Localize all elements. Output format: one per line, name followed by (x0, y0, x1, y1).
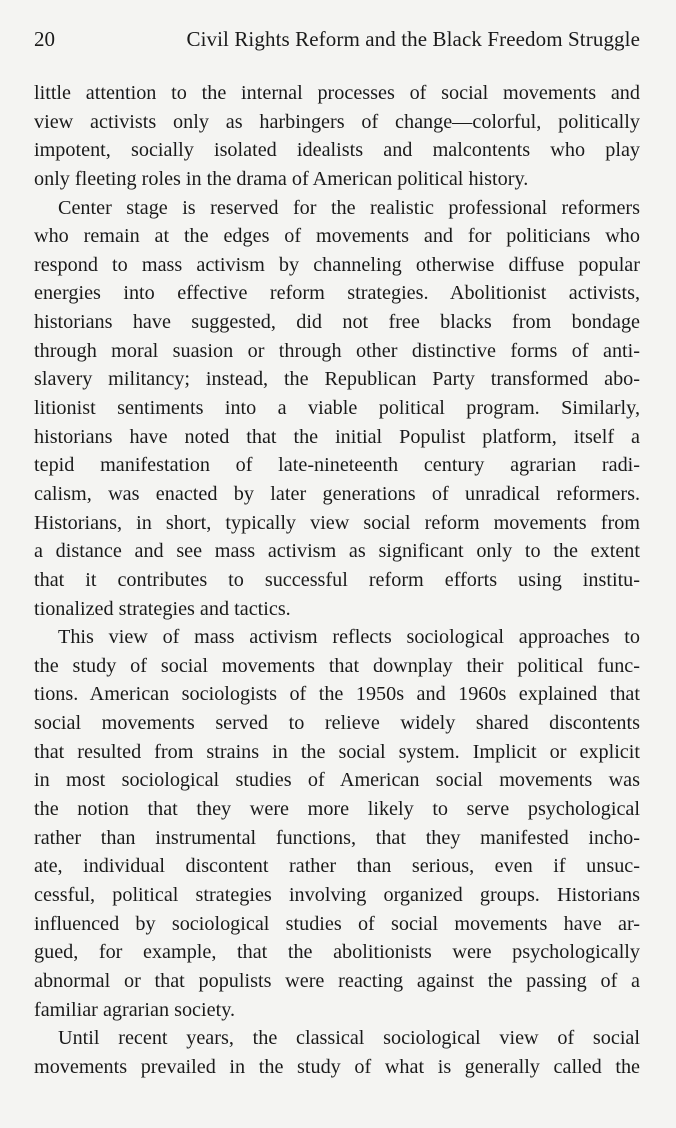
text-line: impotent, socially isolated idealists and malcontents who play (34, 139, 640, 162)
text-line: respond to mass activism by channeling otherwise diffuse popular (34, 253, 640, 276)
text-line: slavery militancy; instead, the Republican Party transformed abo- (34, 368, 640, 391)
text-line: litionist sentiments into a viable political program. Similarly, (34, 397, 640, 420)
text-line: that it contributes to successful reform efforts using institu- (34, 568, 640, 591)
paragraph (34, 1024, 640, 1081)
text-line: Until recent years, the classical sociological view of social (58, 1027, 640, 1050)
text-line: who remain at the edges of movements and for politicians who (34, 225, 640, 248)
text-line: that resulted from strains in the social system. Implicit or explicit (34, 740, 640, 763)
text-line: little attention to the internal processes of social movements and (34, 82, 640, 104)
text-line: rather than instrumental functions, that they manifested incho- (34, 826, 640, 849)
paragraph (34, 623, 640, 1024)
text-line: Historians, in short, typically view social reform movements from (34, 511, 640, 534)
text-line: in most sociological studies of American social movements was (34, 769, 640, 792)
text-line: cessful, political strategies involving organized groups. Historians (34, 883, 640, 906)
text-line: historians have noted that the initial Populist platform, itself a (34, 425, 640, 448)
running-head (34, 24, 640, 54)
page-number: 20 (34, 27, 55, 51)
body-text (34, 79, 640, 1081)
text-line: calism, was enacted by later generations of unradical reformers. (34, 482, 640, 505)
text-line: tepid manifestation of late-nineteenth century agrarian radi- (34, 454, 640, 477)
text-line: view activists only as harbingers of change—colorful, politically (34, 110, 640, 133)
text-line: ate, individual discontent rather than serious, even if unsuc- (34, 855, 640, 878)
text-line: Center stage is reserved for the realistic professional reformers (58, 196, 640, 219)
text-line: familiar agrarian society. (34, 998, 236, 1021)
text-line: through moral suasion or through other distinctive forms of anti- (34, 339, 640, 362)
text-line: tions. American sociologists of the 1950s and 1960s explained that (34, 683, 640, 706)
text-line: historians have suggested, did not free blacks from bondage (34, 311, 640, 334)
text-line: social movements served to relieve widely shared discontents (34, 712, 640, 735)
paragraph (34, 79, 640, 194)
text-line: gued, for example, that the abolitionists were psychologically (34, 941, 640, 964)
text-line: energies into effective reform strategies. Abolitionist activists, (34, 282, 640, 305)
text-line: only fleeting roles in the drama of American political history. (34, 167, 529, 190)
text-line: the notion that they were more likely to serve psychological (34, 798, 640, 821)
text-line: tionalized strategies and tactics. (34, 597, 291, 620)
text-line: abnormal or that populists were reacting against the passing of a (34, 969, 640, 992)
paragraph (34, 194, 640, 624)
text-line: movements prevailed in the study of what is generally called the (34, 1055, 640, 1078)
text-line: a distance and see mass activism as significant only to the extent (34, 540, 640, 563)
running-title: Civil Rights Reform and the Black Freedom Struggle (186, 27, 640, 51)
text-line: This view of mass activism reflects sociological approaches to (58, 626, 640, 649)
text-line: the study of social movements that downplay their political func- (34, 654, 640, 677)
text-line: influenced by sociological studies of social movements have ar- (34, 912, 640, 935)
